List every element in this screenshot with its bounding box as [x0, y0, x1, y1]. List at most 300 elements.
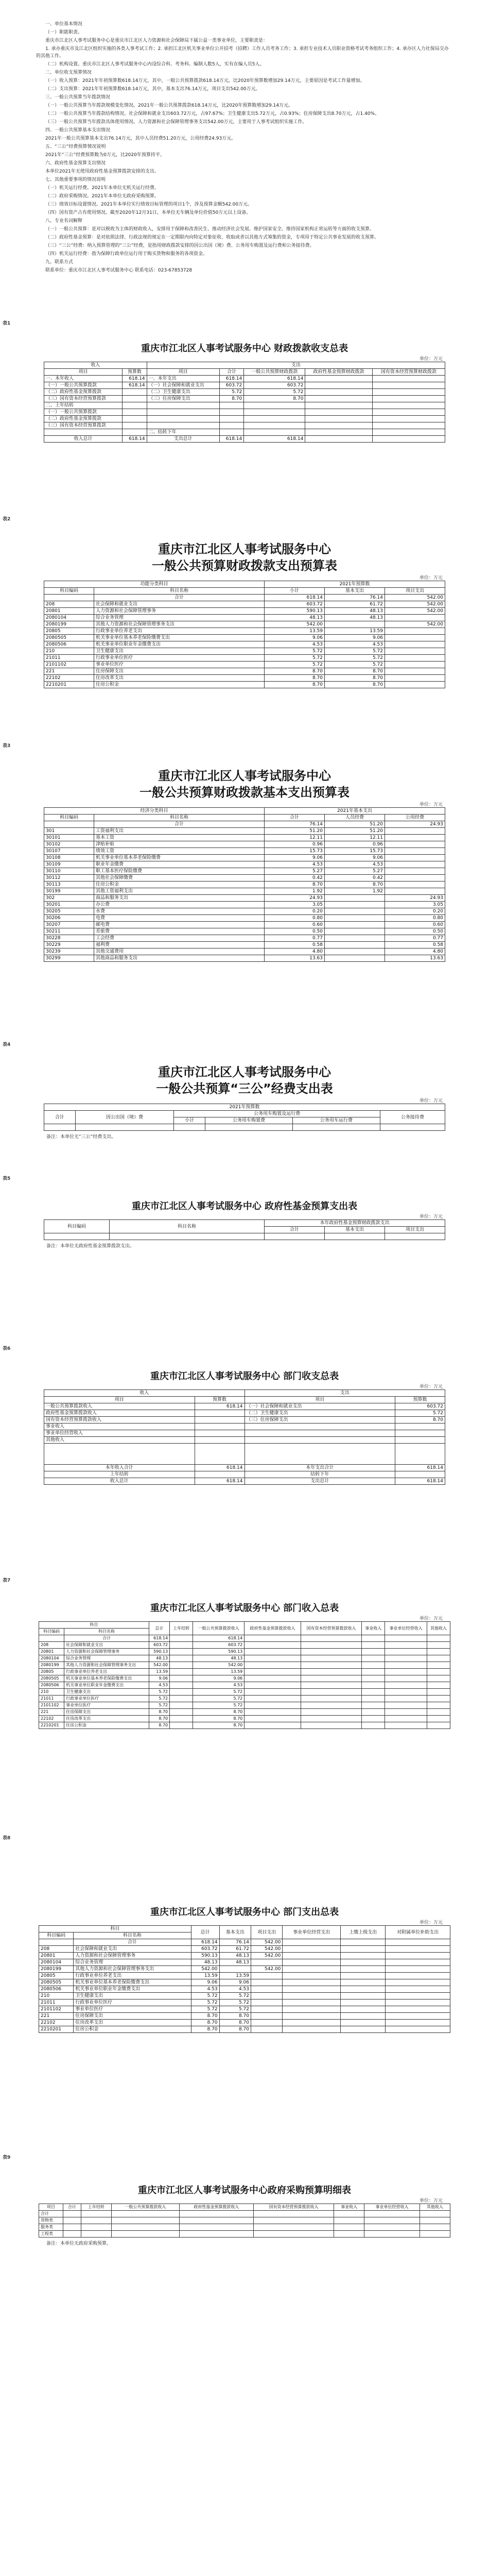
t9-empty: [364, 2224, 420, 2231]
t3-code: 30109: [44, 861, 94, 868]
t8-empty: [386, 1953, 450, 1959]
t1-in-name: （二）政府性基金预算拨款: [44, 389, 123, 396]
t1-in-name: （三）国有资本经营预算拨款: [44, 422, 123, 429]
t1-header-income: 收入: [44, 362, 147, 369]
t7-code: [39, 1635, 64, 1642]
t7-prev: [170, 1689, 193, 1696]
t9-empty: [334, 2217, 364, 2224]
t8-empty: [341, 1999, 386, 2006]
table-row: [39, 2217, 450, 2224]
table-row: [44, 416, 445, 422]
t1-in-name: （一）一般公共预算拨款: [44, 409, 123, 416]
t6-header-item: 项目: [44, 1397, 195, 1403]
t8-proj: [251, 1973, 283, 1979]
t3-name: 水费: [94, 908, 265, 915]
table-row: [44, 376, 445, 382]
t4-cell: [75, 1124, 174, 1131]
t1-out-total: [219, 422, 243, 429]
t3-person: 5.27: [325, 868, 385, 875]
t6-out-name: [244, 1437, 395, 1444]
t3-person: 12.11: [325, 835, 385, 841]
t2-total: 13.59: [265, 628, 325, 635]
table-5-unit: 单位：万元: [419, 1214, 443, 1219]
t7-empty: [244, 1702, 301, 1709]
table-row: [39, 1946, 450, 1953]
t9-empty: [253, 2231, 334, 2238]
t7-total: 9.06: [149, 1675, 169, 1682]
t8-basic: 13.59: [219, 1973, 251, 1979]
t8-empty: [386, 2013, 450, 2020]
t3-public: 0.77: [385, 935, 445, 942]
t8-name: 机关事业单位职业年金缴费支出: [74, 1986, 191, 1993]
t3-public: 3.05: [385, 902, 445, 908]
t3-total: 15.73: [265, 848, 325, 855]
table-8-unit: 单位：万元: [419, 1920, 443, 1925]
t8-empty: [386, 1999, 450, 2006]
t1-out-gf: [305, 409, 372, 416]
table-row: [39, 1675, 450, 1682]
t7-gp: 5.72: [193, 1702, 244, 1709]
t8-empty: [283, 2026, 341, 2033]
table-6-unit: 单位：万元: [419, 1384, 443, 1389]
intro-paragraph: 一、单位基本情况: [45, 22, 83, 27]
t6-spacer: [44, 1444, 195, 1465]
t7-empty: [301, 1675, 362, 1682]
t7-name: 人力资源和社会保障管理事务: [64, 1649, 149, 1655]
t2-proj: [385, 641, 445, 648]
t8-empty: [341, 2013, 386, 2020]
t8-code: 20805: [39, 1973, 74, 1979]
t2-proj: [385, 648, 445, 655]
t5-cell: [110, 1233, 265, 1240]
t4-cell: [44, 1124, 76, 1131]
t2-header-func: 功能分类科目: [44, 581, 265, 588]
t7-empty: [362, 1635, 385, 1642]
t8-empty: [386, 1939, 450, 1946]
table-row: [44, 1410, 445, 1417]
t9-empty: [420, 2217, 450, 2224]
t5-header-total: 合计: [265, 1227, 325, 1233]
t3-public: [385, 841, 445, 848]
t8-code: 21011: [39, 1999, 74, 2006]
t8-code: 2080199: [39, 1966, 74, 1973]
t7-total: 48.13: [149, 1655, 169, 1662]
t5-cell: [325, 1233, 385, 1240]
t1-out-gp: 618.14: [244, 376, 305, 382]
t1-in-name: [44, 429, 123, 436]
t7-empty: [244, 1696, 301, 1702]
t8-empty: [386, 1973, 450, 1979]
t7-empty: [244, 1709, 301, 1716]
t2-proj: 542.00: [385, 621, 445, 628]
t3-public: 24.93: [385, 821, 445, 828]
table-row: [39, 1953, 450, 1959]
t6-out-name: [244, 1430, 395, 1437]
t2-proj: [385, 668, 445, 675]
table-row: [44, 868, 445, 875]
t8-code: 20801: [39, 1953, 74, 1959]
intro-paragraph: 六、政府性基金预算支出情况: [45, 161, 106, 166]
t3-total: 0.50: [265, 928, 325, 935]
t3-public: [385, 868, 445, 875]
t7-empty: [385, 1649, 427, 1655]
t3-name: 办公费: [94, 902, 265, 908]
t8-proj: 542.00: [251, 1946, 283, 1953]
table-row: [44, 948, 445, 955]
t8-proj: [251, 2006, 283, 2013]
table-row: [39, 2013, 450, 2020]
table-3-unit: 单位：万元: [419, 802, 443, 807]
t8-empty: [386, 1979, 450, 1986]
t8-basic: 5.72: [219, 1993, 251, 1999]
t2-header-name: 科目名称: [94, 588, 265, 595]
t7-code: 22102: [39, 1716, 64, 1722]
table-row: [44, 935, 445, 942]
t1-sum-out-gf: [305, 436, 372, 443]
table-1: [44, 362, 445, 443]
table-6-section: [0, 1370, 489, 1485]
t6-in-name: 一般公共预算拨款收入: [44, 1403, 195, 1410]
t7-empty: [362, 1722, 385, 1729]
t3-header-econ: 经济分类科目: [44, 808, 265, 815]
t8-basic: 8.70: [219, 2026, 251, 2033]
t1-out-total: [219, 416, 243, 422]
table-8-section: [0, 1906, 489, 2033]
t7-empty: [427, 1722, 450, 1729]
t1-in-value: [123, 422, 147, 429]
t7-total: 5.72: [149, 1689, 169, 1696]
t4-header-buy: 公务用车购置费: [205, 1117, 293, 1124]
t8-empty: [341, 1993, 386, 1999]
t2-code: [44, 595, 94, 601]
t3-name: 差旅费: [94, 928, 265, 935]
t7-empty: [362, 1716, 385, 1722]
t3-name: 电费: [94, 915, 265, 922]
t9-header-total: 合计: [63, 2204, 81, 2211]
table-row: [39, 1682, 450, 1689]
t4-cell: [292, 1124, 380, 1131]
t8-basic: 9.06: [219, 1979, 251, 1986]
t9-empty: [420, 2211, 450, 2217]
t9-empty: [63, 2211, 81, 2217]
t1-in-name: 二、上年结转: [44, 402, 123, 409]
t4-header-sub: 小计: [174, 1117, 205, 1124]
t7-name: 合计: [64, 1635, 149, 1642]
t7-empty: [427, 1669, 450, 1675]
t2-basic: 4.53: [325, 641, 385, 648]
t5-cell: [385, 1233, 445, 1240]
t3-name: 工会经费: [94, 935, 265, 942]
t3-public: [385, 861, 445, 868]
table-row: [44, 902, 445, 908]
t2-basic: 5.72: [325, 655, 385, 662]
t1-sum-in-label: 收入总计: [44, 436, 123, 443]
intro-paragraph: （四）机关运行经费：指为保障行政单位运行用于购买货物和服务的各项资金。: [45, 251, 208, 257]
t9-empty: [364, 2211, 420, 2217]
t7-empty: [244, 1649, 301, 1655]
t8-name: 住房改革支出: [74, 2020, 191, 2026]
t8-code: [39, 1939, 74, 1946]
t8-empty: [283, 1946, 341, 1953]
t6-in-value: [195, 1423, 244, 1430]
t7-empty: [385, 1662, 427, 1669]
t2-total: 5.72: [265, 648, 325, 655]
t3-header-budget: 2021年基本支出: [265, 808, 445, 815]
t2-proj: [385, 615, 445, 621]
t2-name: 综合业务管理: [94, 615, 265, 621]
t3-person: [325, 908, 385, 915]
t7-code: 208: [39, 1642, 64, 1649]
page-marker-9: 表9: [3, 2155, 11, 2160]
t2-basic: 61.72: [325, 601, 385, 608]
t7-empty: [301, 1669, 362, 1675]
table-6: [44, 1389, 445, 1485]
table-4-unit: 单位：万元: [419, 1098, 443, 1104]
t6-in-value: [195, 1410, 244, 1417]
t7-empty: [362, 1696, 385, 1702]
t3-code: 30229: [44, 942, 94, 948]
t3-total: 0.77: [265, 935, 325, 942]
intro-paragraph: 1. 承办重庆市及江北区组织实施的各类人事考试工作；2. 承担江北区机关事业单位公开招考（招聘）工作人员考务工作；3. 承担专业技术人员职业资格考试考务组织工作；4. 承办区人力社保局交办的其他工作。: [36, 46, 449, 59]
t6-out-value: 603.72: [395, 1403, 445, 1410]
t3-public: 24.93: [385, 895, 445, 902]
t7-empty: [385, 1669, 427, 1675]
t3-header-public: 公用经费: [385, 815, 445, 821]
table-row: [44, 648, 445, 655]
t2-name: 卫生健康支出: [94, 648, 265, 655]
t7-empty: [427, 1702, 450, 1709]
t3-person: 0.96: [325, 841, 385, 848]
t7-empty: [244, 1689, 301, 1696]
table-row: [44, 955, 445, 962]
t9-empty: [364, 2217, 420, 2224]
t7-gp: 8.70: [193, 1722, 244, 1729]
t1-out-gf: [305, 429, 372, 436]
intro-paragraph: 九、联系方式: [45, 260, 74, 265]
table-row: [44, 429, 445, 436]
table-row: [39, 1722, 450, 1729]
t1-out-gf: [305, 376, 372, 382]
t3-code: 30211: [44, 928, 94, 935]
t7-empty: [427, 1689, 450, 1696]
t2-code: 208: [44, 601, 94, 608]
t7-name: 社会保障和就业支出: [64, 1642, 149, 1649]
page-marker-1: 表1: [3, 321, 11, 326]
table-row: [44, 641, 445, 648]
table-row: [44, 396, 445, 402]
t3-person: [325, 895, 385, 902]
table-row: [39, 1662, 450, 1669]
t8-total: 542.00: [191, 1966, 219, 1973]
t3-code: 30107: [44, 848, 94, 855]
t8-empty: [341, 2006, 386, 2013]
t7-gp: 5.72: [193, 1689, 244, 1696]
t2-total: 590.13: [265, 608, 325, 615]
t7-prev: [170, 1669, 193, 1675]
t9-empty: [253, 2211, 334, 2217]
t8-empty: [283, 2006, 341, 2013]
table-row: [44, 848, 445, 855]
table-1-title: 重庆市江北区人事考试服务中心 财政拨款收支总表: [141, 343, 348, 354]
t8-empty: [341, 1979, 386, 1986]
t2-code: 2080505: [44, 635, 94, 641]
table-row: [44, 828, 445, 835]
t9-header-biz: 事业收入: [334, 2204, 364, 2211]
t9-empty: [420, 2224, 450, 2231]
t7-total: 618.14: [149, 1635, 169, 1642]
t3-total: 24.93: [265, 895, 325, 902]
t9-empty: [81, 2231, 111, 2238]
t7-empty: [385, 1675, 427, 1682]
t6-out-value: 8.70: [395, 1417, 445, 1423]
t3-name: 其他工资福利支出: [94, 888, 265, 895]
t2-header-code: 科目编码: [44, 588, 94, 595]
t6-cur-in-label: 本年收入合计: [44, 1465, 195, 1471]
table-row: [44, 382, 445, 389]
intro-paragraph: 联系单位：重庆市江北区人事考试服务中心 联系电话：023-67853728: [45, 268, 193, 273]
t8-total: 5.72: [191, 1999, 219, 2006]
t7-code: 210: [39, 1689, 64, 1696]
t7-empty: [427, 1675, 450, 1682]
intro-paragraph: 重庆市江北区人事考试服务中心是重庆市江北区人力资源和社会保障局下属公益一类事业单位，主要职责是：: [45, 38, 268, 43]
table-row: [39, 1642, 450, 1649]
table-row: [44, 1417, 445, 1423]
t3-name: 住房公积金: [94, 882, 265, 888]
intro-paragraph: （一）机关运行经费。2021年本单位无机关运行经费。: [45, 185, 159, 191]
table-row: [44, 875, 445, 882]
t2-proj: 542.00: [385, 601, 445, 608]
t1-out-total: 8.70: [219, 396, 243, 402]
table-4: [44, 1104, 445, 1131]
intro-text: [0, 21, 489, 274]
t7-empty: [301, 1662, 362, 1669]
t1-in-value: [123, 409, 147, 416]
t7-name: 住房公积金: [64, 1722, 149, 1729]
t8-proj: [251, 2026, 283, 2033]
t7-empty: [427, 1635, 450, 1642]
table-row: [44, 409, 445, 416]
table-5-title: 重庆市江北区人事考试服务中心 政府性基金预算支出表: [131, 1201, 358, 1212]
intro-paragraph: 四、一般公共预算基本支出情况: [45, 128, 111, 133]
t6-in-name: 政府性基金预算拨款收入: [44, 1410, 195, 1417]
t3-name: 津贴补贴: [94, 841, 265, 848]
t7-empty: [427, 1642, 450, 1649]
t1-in-name: 一、本年收入: [44, 376, 123, 382]
t1-in-value: [123, 396, 147, 402]
t1-out-name: 二、结转下年: [147, 429, 219, 436]
t2-name: 住房改革支出: [94, 675, 265, 682]
t7-gp: 590.13: [193, 1649, 244, 1655]
t2-name: 机关事业单位职业年金缴费支出: [94, 641, 265, 648]
t1-out-soe: [372, 409, 445, 416]
t8-total: 603.72: [191, 1946, 219, 1953]
table-row: [44, 601, 445, 608]
t7-total: 590.13: [149, 1649, 169, 1655]
t3-code: 30113: [44, 882, 94, 888]
t3-code: 30299: [44, 955, 94, 962]
t8-total: 8.70: [191, 2020, 219, 2026]
t2-basic: 76.14: [325, 595, 385, 601]
t3-header-code: 科目编码: [44, 815, 94, 821]
table-row: [44, 882, 445, 888]
t6-in-value: [195, 1430, 244, 1437]
t2-code: 22102: [44, 675, 94, 682]
t1-out-gf: [305, 422, 372, 429]
t7-empty: [301, 1689, 362, 1696]
t1-out-gf: [305, 416, 372, 422]
table-row: [39, 1966, 450, 1973]
t8-empty: [386, 2020, 450, 2026]
intro-paragraph: （一）收入预算：2021年年初预算数618.14万元，其中，一般公共预算拨款618.14万元，比2020年预算数增加29.14万元，主要原因是考试工作量增加。: [45, 78, 365, 83]
intro-paragraph: （二）支出预算：2021年年初预算数618.14万元，其中，基本支出76.14万元，项目支出542.00万元。: [45, 87, 260, 92]
t7-empty: [301, 1709, 362, 1716]
t3-code: 30201: [44, 902, 94, 908]
t5-header-code: 科目编码: [44, 1220, 110, 1233]
t8-empty: [283, 1993, 341, 1999]
table-row: [44, 922, 445, 928]
t7-empty: [301, 1682, 362, 1689]
t8-empty: [341, 1953, 386, 1959]
table-5: [44, 1219, 445, 1240]
t9-empty: [179, 2211, 253, 2217]
table-row: [44, 655, 445, 662]
table-row: [44, 928, 445, 935]
table-row: [44, 635, 445, 641]
table-row: [44, 628, 445, 635]
t9-empty: [63, 2224, 81, 2231]
t3-total: 4.53: [265, 861, 325, 868]
table-row: [44, 908, 445, 915]
t7-empty: [362, 1662, 385, 1669]
t3-name: 职工基本医疗保险缴费: [94, 868, 265, 875]
t1-sum-out-gp: 618.14: [244, 436, 305, 443]
t1-out-gp: 8.70: [244, 396, 305, 402]
t1-in-name: （三）国有资本经营预算拨款: [44, 396, 123, 402]
table-row: [39, 1709, 450, 1716]
t9-item: 服务类: [39, 2224, 63, 2231]
t7-empty: [244, 1716, 301, 1722]
t8-empty: [283, 1939, 341, 1946]
table-row: [44, 888, 445, 895]
t1-out-gf: [305, 402, 372, 409]
t1-out-gf: [305, 396, 372, 402]
page-marker-7: 表7: [3, 1578, 11, 1583]
table-row: [39, 1973, 450, 1979]
table-row: [44, 915, 445, 922]
t6-spacer: [244, 1444, 395, 1465]
t6-in-value: 618.14: [195, 1403, 244, 1410]
t8-header-subject: 科目: [39, 1926, 191, 1933]
t7-name: 其他人力资源和社会保障管理事务支出: [64, 1662, 149, 1669]
t2-total: 542.00: [265, 621, 325, 628]
t2-code: 2101102: [44, 662, 94, 668]
intro-paragraph: （一）一般公共预算当年拨款规模变化情况。2021年一般公共预算拨款618.14万元，比2020年预算数增加29.14万元。: [45, 103, 293, 108]
t8-name: 行政事业单位养老支出: [74, 1973, 191, 1979]
t7-empty: [301, 1655, 362, 1662]
t8-name: 住房保障支出: [74, 2013, 191, 2020]
t7-gp: 48.13: [193, 1655, 244, 1662]
t7-empty: [427, 1655, 450, 1662]
t8-empty: [283, 1973, 341, 1979]
t7-total: 8.70: [149, 1709, 169, 1716]
t3-name: 绩效工资: [94, 848, 265, 855]
t7-name: 卫生健康支出: [64, 1689, 149, 1696]
t3-public: 0.60: [385, 922, 445, 928]
t9-header-other: 其他收入: [420, 2204, 450, 2211]
page-marker-3: 表3: [3, 743, 11, 749]
t3-total: 4.80: [265, 948, 325, 955]
t3-name: 其他社会保障缴费: [94, 875, 265, 882]
